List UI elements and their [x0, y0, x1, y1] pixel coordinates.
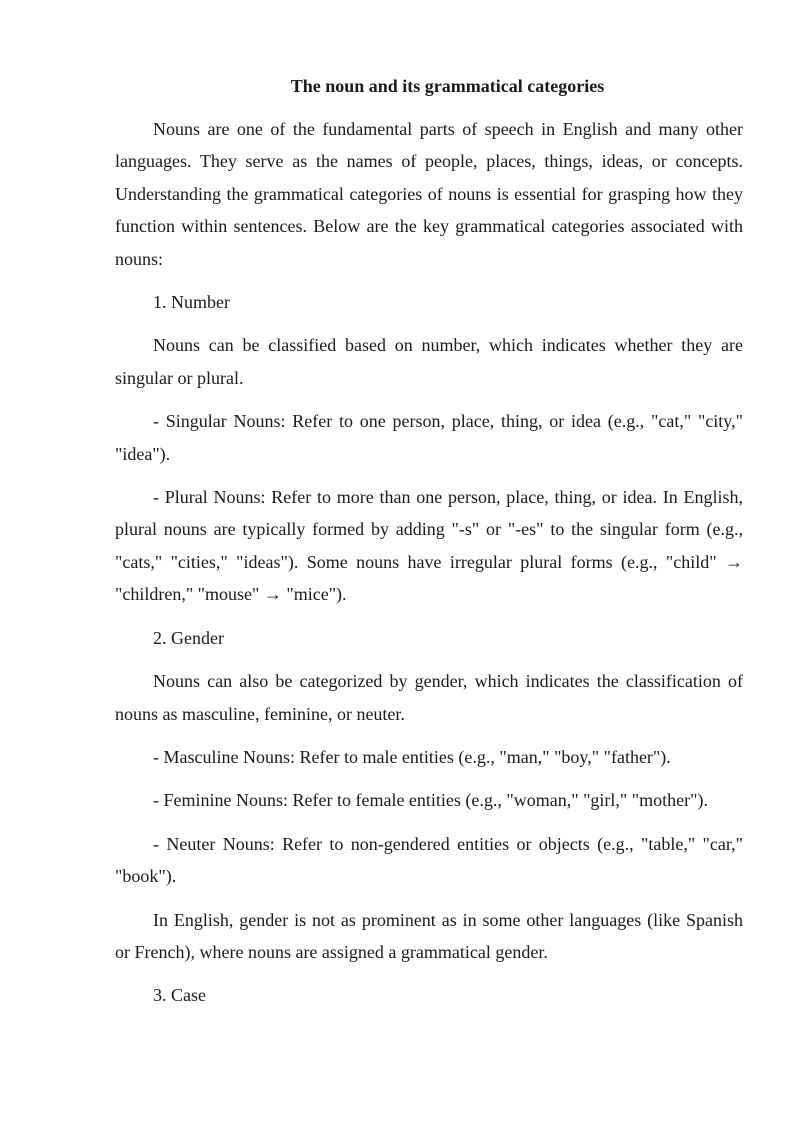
section-heading-number: 1. Number — [153, 292, 230, 313]
feminine-nouns-item: - Feminine Nouns: Refer to female entities (e.g., "woman," "girl," "mother"). — [153, 790, 708, 811]
intro-paragraph: Nouns are one of the fundamental parts of speech in English and many other languages. They serve as the names of people, places, things, ideas, or concepts. Understanding the grammatical categories of nouns is essential for grasping how they function within sentences. Below are the key grammatical categories associated with nouns: — [115, 119, 743, 269]
plural-nouns-item: - Plural Nouns: Refer to more than one person, place, thing, or idea. In English, plural nouns are typically formed by adding "-s" or "-es" to the singular form (e.g., "cats," "cities," "ideas"). Some nouns have irregular plural forms (e.g., "child" → "children," "mouse" → "mice"). — [115, 487, 743, 605]
masculine-nouns-item: - Masculine Nouns: Refer to male entities (e.g., "man," "boy," "father"). — [153, 746, 671, 767]
number-description-paragraph: Nouns can be classified based on number, which indicates whether they are singular or plural. — [115, 335, 743, 388]
singular-nouns-item: - Singular Nouns: Refer to one person, place, thing, or idea (e.g., "cat," "city," "idea"). — [115, 411, 743, 464]
document-page — [115, 70, 743, 1023]
section-heading-case: 3. Case — [153, 985, 206, 1006]
gender-description-paragraph: Nouns can also be categorized by gender, which indicates the classification of nouns as masculine, feminine, or neuter. — [115, 671, 743, 724]
document-title: The noun and its grammatical categories — [290, 76, 605, 96]
neuter-nouns-item: - Neuter Nouns: Refer to non-gendered entities or objects (e.g., "table," "car," "book"). — [115, 833, 743, 887]
gender-note-paragraph: In English, gender is not as prominent as in some other languages (like Spanish or French), where nouns are assigned a grammatical gender. — [115, 909, 743, 962]
section-heading-gender: 2. Gender — [153, 627, 224, 648]
